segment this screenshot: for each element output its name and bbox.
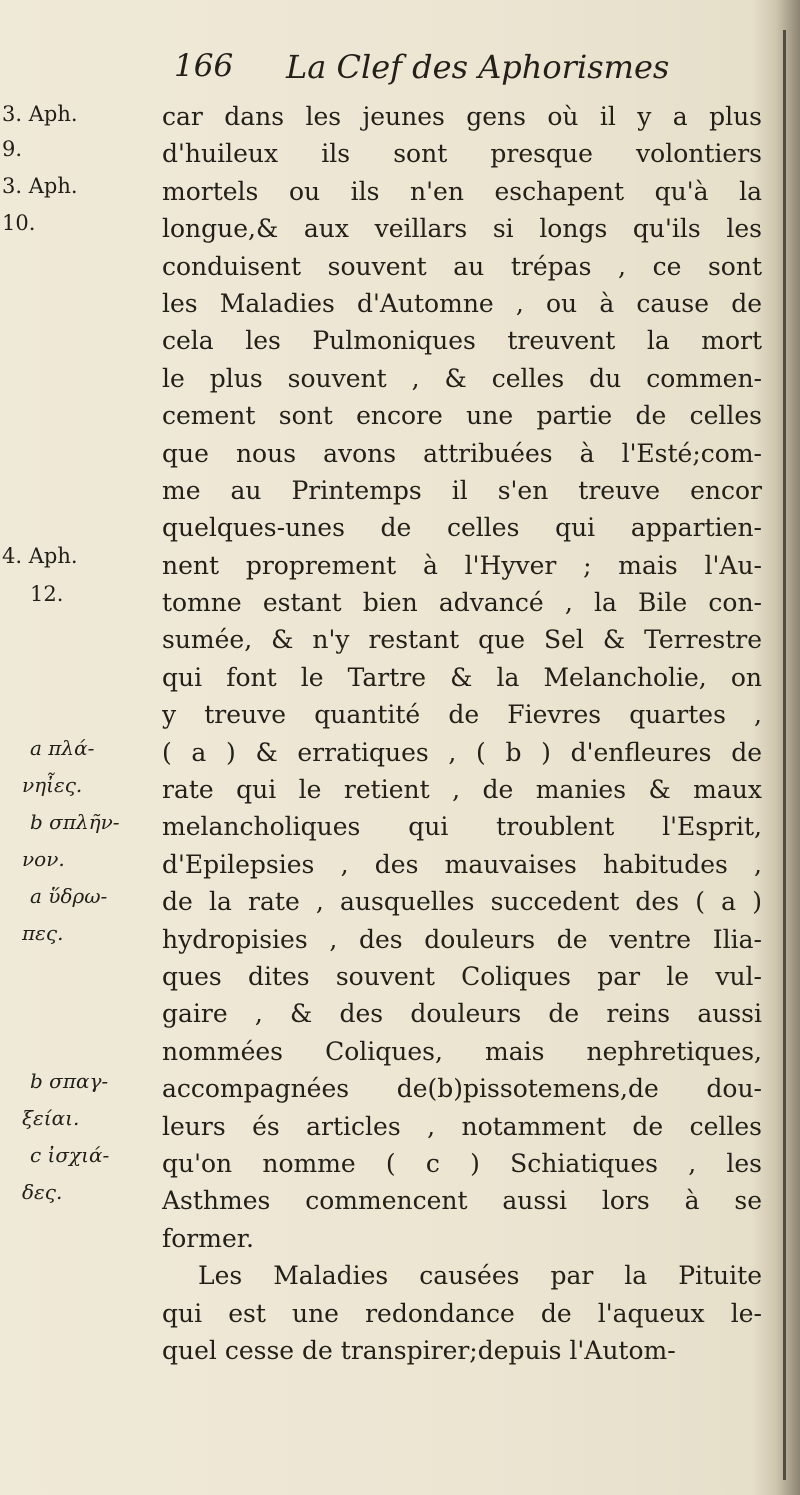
text-line: conduisent souvent au trépas , ce sont [162, 251, 762, 281]
text-line: qui est une redondance de l'aqueux le- [162, 1298, 762, 1328]
text-line: ques dites souvent Coliques par le vul- [162, 961, 762, 991]
page-edge-shadow [783, 30, 786, 1480]
margin-notes [0, 0, 150, 1495]
text-line: d'Epilepsies , des mauvaises habitudes , [162, 849, 762, 879]
margin-note: 4. Aph. [2, 544, 78, 568]
text-line: nommées Coliques, mais nephretiques, [162, 1036, 762, 1066]
text-line: sumée, & n'y restant que Sel & Terrestre [162, 625, 762, 655]
text-line: me au Printemps il s'en treuve encor [162, 475, 762, 505]
text-line: cela les Pulmoniques treuvent la mort [162, 326, 762, 356]
margin-note: 3. Aph. [2, 174, 78, 198]
text-line: y treuve quantité de Fievres quartes , [162, 700, 762, 730]
margin-note: b σπαγ- [30, 1069, 109, 1093]
text-line: nent proprement à l'Hyver ; mais l'Au- [162, 550, 762, 580]
text-line: hydropisies , des douleurs de ventre Ilia- [162, 924, 762, 954]
text-line: mortels ou ils n'en eschapent qu'à la [162, 176, 762, 206]
text-line: d'huileux ils sont presque volontiers [162, 139, 762, 169]
margin-note: δες. [22, 1180, 63, 1204]
text-line: ( a ) & erratiques , ( b ) d'enfleures de [162, 737, 762, 767]
text-line: melancholiques qui troublent l'Esprit, [162, 812, 762, 842]
margin-note: 10. [2, 211, 36, 235]
margin-note: ξείαι. [22, 1106, 80, 1130]
text-line: gaire , & des douleurs de reins aussi [162, 999, 762, 1029]
margin-note: a πλά- [30, 736, 95, 760]
text-line: rate qui le retient , de manies & maux [162, 775, 762, 805]
running-title: La Clef des Aphorismes [286, 48, 670, 86]
margin-note: νον. [22, 847, 65, 871]
text-line: les Maladies d'Automne , ou à cause de [162, 288, 762, 318]
text-line: Asthmes commencent aussi lors à se [162, 1186, 762, 1216]
text-line: Les Maladies causées par la Pituite [198, 1261, 762, 1291]
text-line: qu'on nomme ( c ) Schiatiques , les [162, 1148, 762, 1178]
text-line: que nous avons attribuées à l'Esté;com- [162, 438, 762, 468]
margin-note: 12. [30, 582, 64, 606]
margin-note: b σπλῆν- [30, 810, 120, 834]
margin-note: a ὕδρω- [30, 884, 108, 908]
text-line: accompagnées de(b)pissotemens,de dou- [162, 1074, 762, 1104]
text-line: former. [162, 1223, 254, 1253]
body-text [162, 98, 774, 1369]
text-line: leurs és articles , notamment de celles [162, 1111, 762, 1141]
page-number: 166 [174, 48, 234, 84]
margin-note: νηἶες. [22, 773, 83, 797]
text-line: longue,& aux veillars si longs qu'ils les [162, 214, 762, 244]
text-line: le plus souvent , & celles du commen- [162, 363, 762, 393]
margin-note: c ἰσχιά- [30, 1143, 110, 1167]
text-line: quel cesse de transpirer;depuis l'Autom- [162, 1335, 676, 1365]
text-line: car dans les jeunes gens où il y a plus [162, 102, 762, 131]
page-header [160, 48, 760, 92]
text-line: tomne estant bien advancé , la Bile con- [162, 588, 762, 618]
margin-note: 3. Aph. [2, 102, 78, 126]
margin-note: 9. [2, 137, 23, 161]
margin-note: πες. [22, 921, 64, 945]
text-line: de la rate , ausquelles succedent des ( a ) [162, 887, 762, 917]
text-line: qui font le Tartre & la Melancholie, on [162, 662, 762, 692]
text-line: quelques-unes de celles qui appartien- [162, 513, 762, 543]
text-line: cement sont encore une partie de celles [162, 401, 762, 431]
